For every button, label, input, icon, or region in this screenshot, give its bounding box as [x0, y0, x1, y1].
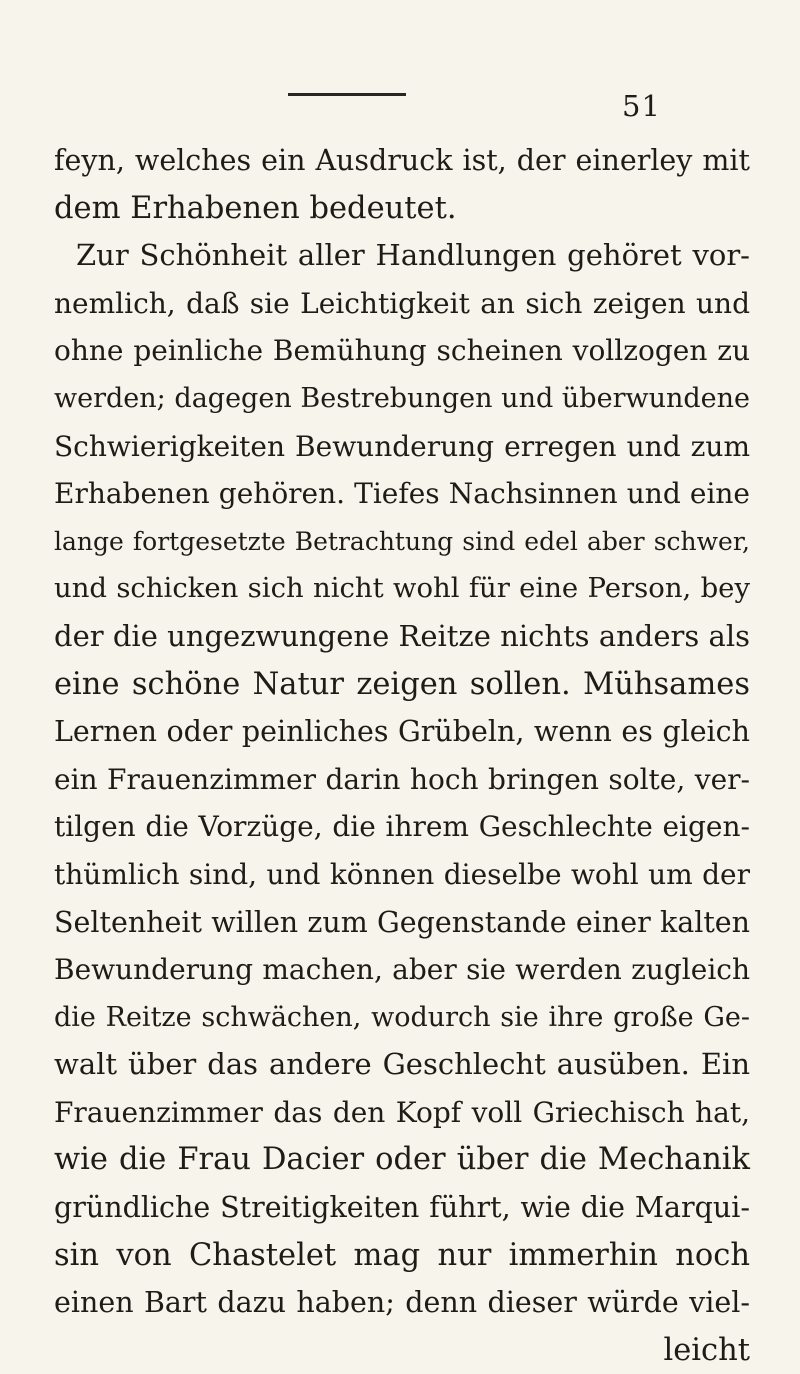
text-line: sin von Chastelet mag nur immerhin noch [54, 1237, 750, 1273]
text-line: tilgen die Vorzüge, die ihrem Geschlechte eigen- [54, 810, 750, 844]
text-line: gründliche Streitigkeiten führt, wie die Marqui- [54, 1191, 750, 1225]
text-line: walt über das andere Geschlecht ausüben. Ein [54, 1047, 750, 1082]
body-text [54, 137, 750, 1374]
text-line: lange fortgesetzte Betrachtung sind edel aber schwer, [54, 526, 750, 556]
text-line: Zur Schönheit aller Handlungen gehöret vor- [76, 238, 750, 273]
text-line: ohne peinliche Bemühung scheinen vollzogen zu [54, 334, 750, 368]
text-line: einen Bart dazu haben; denn dieser würde viel- [54, 1286, 750, 1320]
text-line: und schicken sich nicht wohl für eine Person, bey [54, 572, 750, 605]
text-line: Lernen oder peinliches Grübeln, wenn es gleich [54, 715, 750, 749]
text-line: thümlich sind, und können dieselbe wohl um der [54, 857, 750, 891]
text-line: Schwierigkeiten Bewunderung erregen und zum [54, 429, 750, 463]
catchword: leicht [663, 1332, 750, 1368]
header-rule [288, 93, 406, 96]
text-line: wie die Frau Dacier oder über die Mechanik [54, 1142, 750, 1178]
text-line: Seltenheit willen zum Gegenstande einer kalten [54, 905, 750, 939]
text-line: feyn, welches ein Ausdruck ist, der einerley mit [54, 144, 750, 177]
text-line: die Reitze schwächen, wodurch sie ihre große Ge- [54, 1001, 750, 1033]
text-line: der die ungezwungene Reitze nichts anders als [54, 618, 750, 653]
text-line: werden; dagegen Bestrebungen und überwundene [54, 382, 750, 414]
text-line: Frauenzimmer das den Kopf voll Griechisch hat, [54, 1095, 750, 1129]
text-line: eine schöne Natur zeigen sollen. Mühsames [54, 666, 750, 702]
text-line: ein Frauenzimmer darin hoch bringen solte, ver- [54, 762, 750, 796]
text-line: nemlich, daß sie Leichtigkeit an sich zeigen und [54, 286, 750, 320]
page-number: 51 [622, 89, 661, 123]
text-line: Erhabenen gehören. Tiefes Nachsinnen und eine [54, 477, 750, 511]
text-line: dem Erhabenen bedeutet. [54, 190, 457, 226]
text-line: Bewunderung machen, aber sie werden zugleich [54, 953, 750, 987]
